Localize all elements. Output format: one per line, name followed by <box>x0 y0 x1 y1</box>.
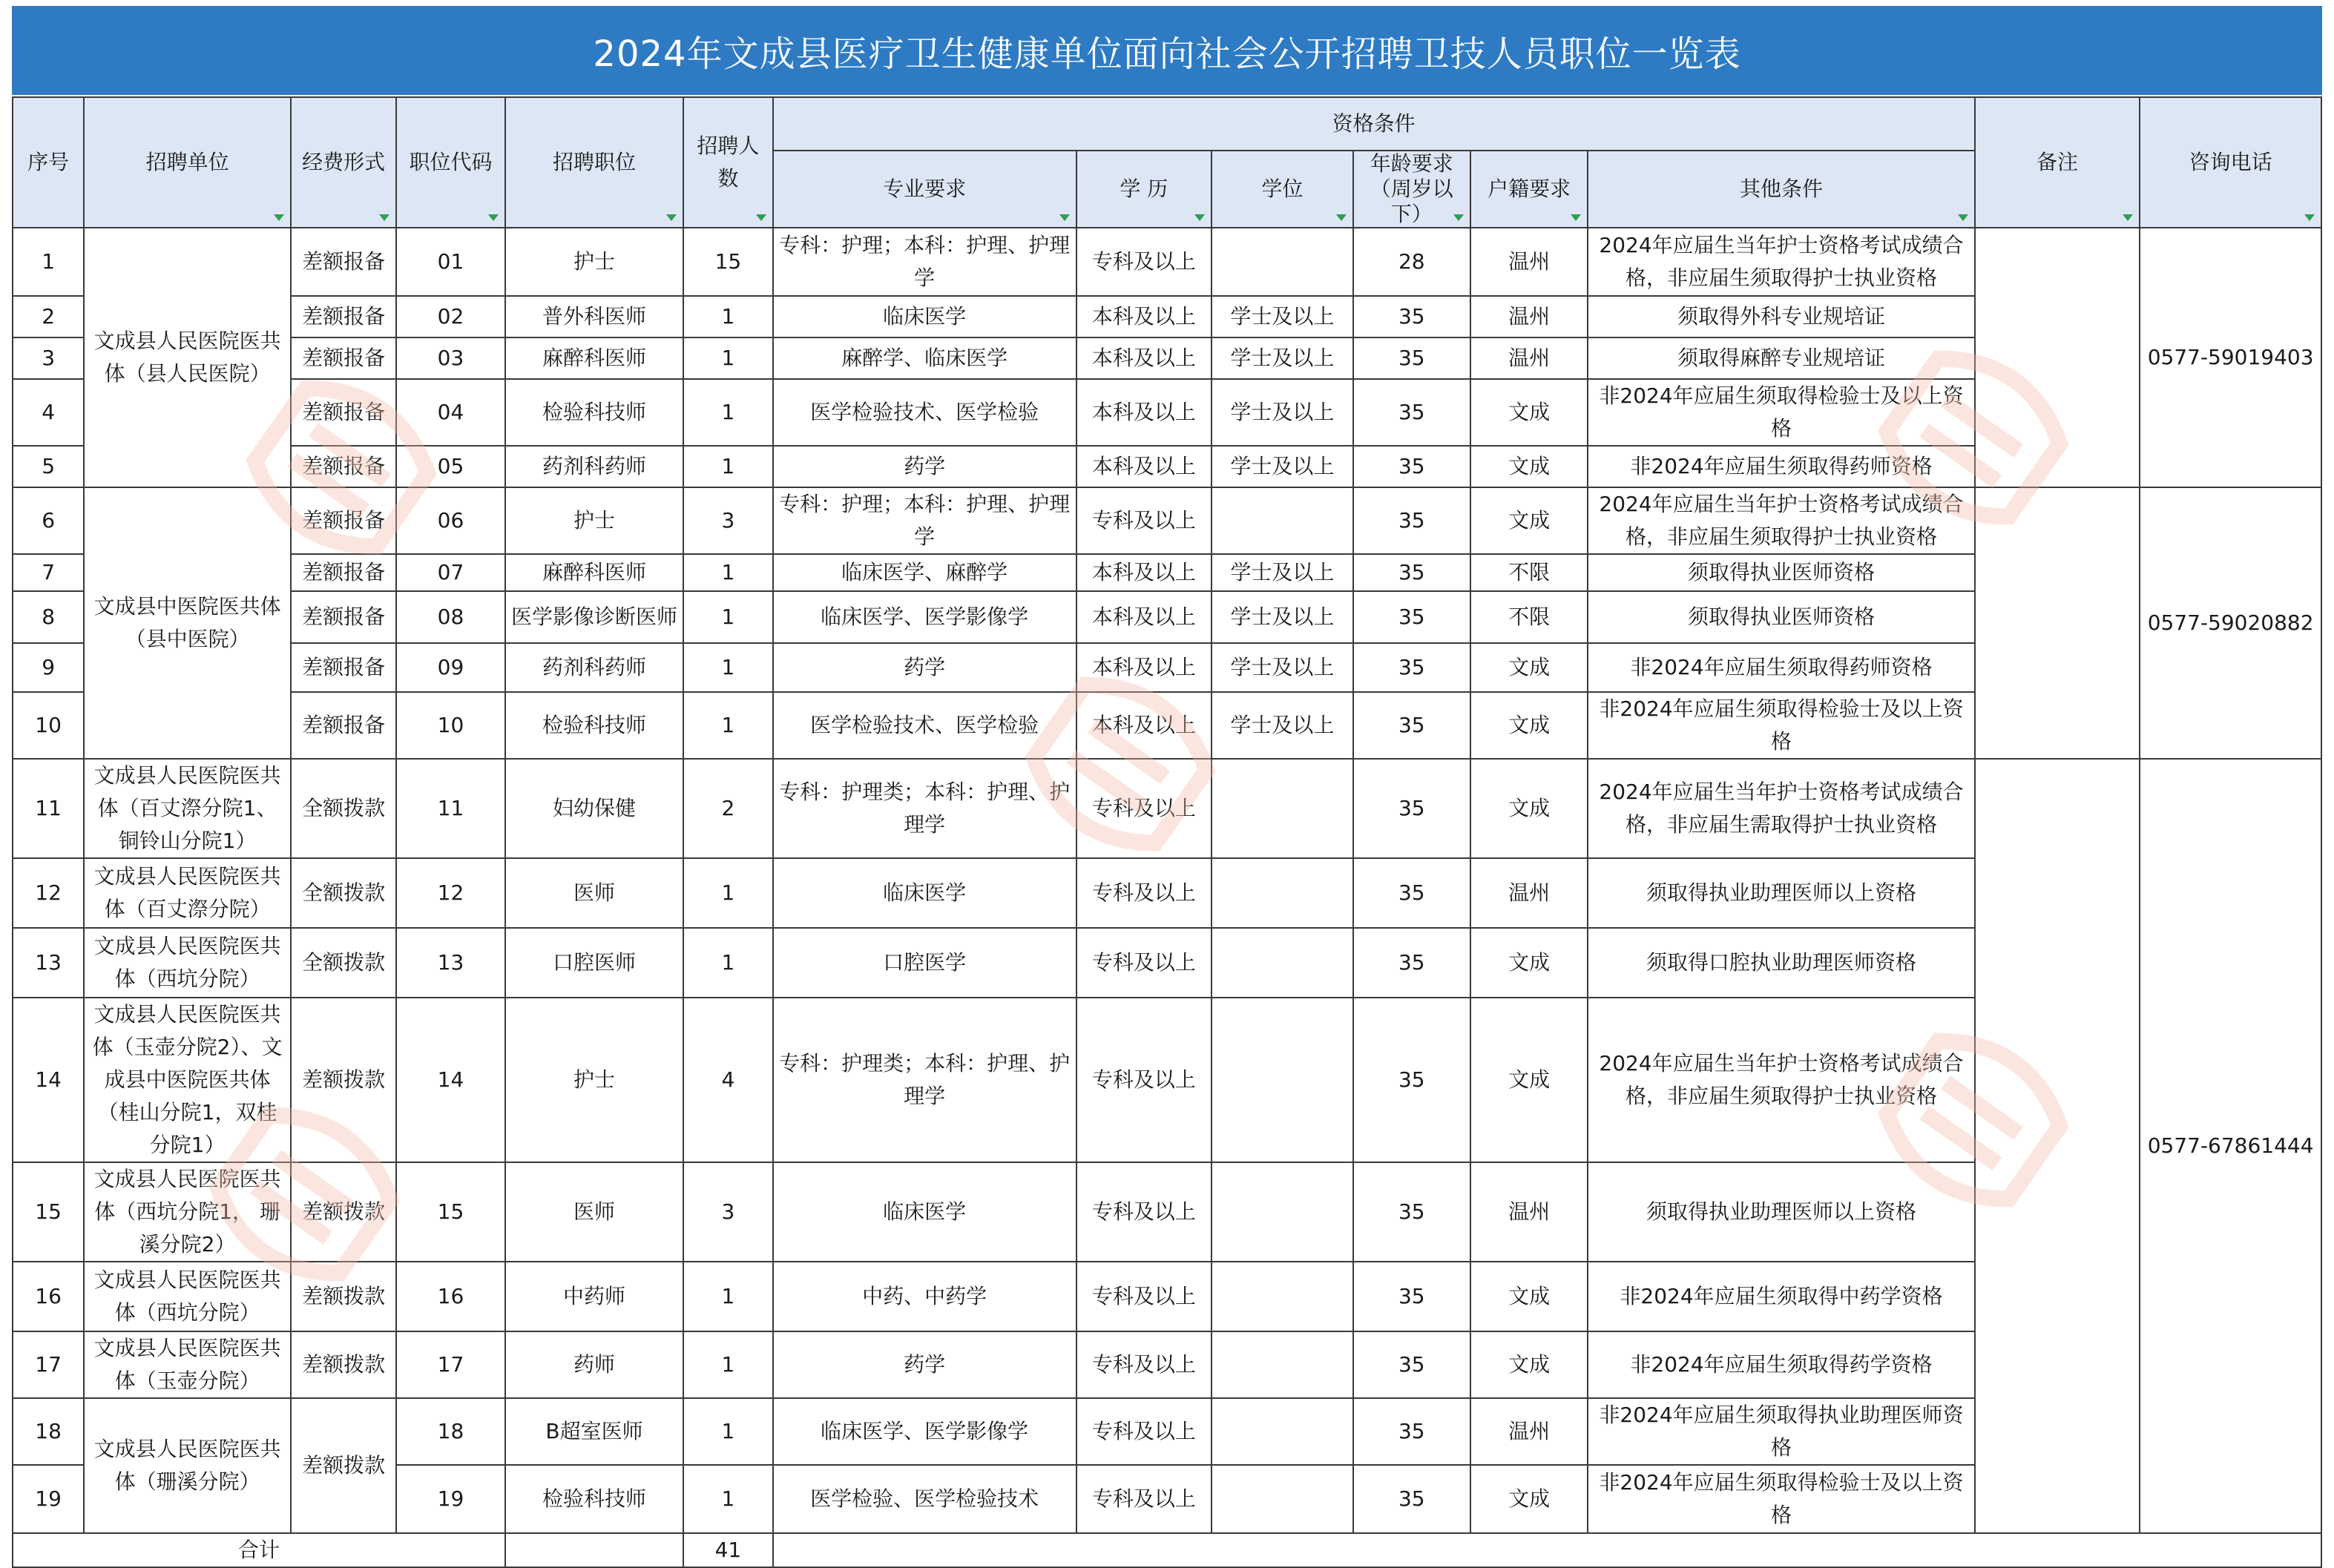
cell-phone: 0577-67861444 <box>2140 759 2321 1533</box>
cell-seq: 2 <box>13 296 84 337</box>
cell-other: 非2024年应届生须取得药师资格 <box>1588 446 1974 487</box>
cell-position: 药剂科药师 <box>505 446 684 487</box>
cell-code: 13 <box>396 928 504 998</box>
cell-count: 3 <box>683 487 772 554</box>
cell-count: 4 <box>683 998 772 1162</box>
cell-count: 1 <box>683 1465 772 1533</box>
cell-degree <box>1212 1162 1352 1262</box>
cell-seq: 17 <box>13 1331 84 1398</box>
cell-code: 02 <box>396 296 504 337</box>
cell-other: 非2024年应届生须取得检验士及以上资格 <box>1588 1465 1974 1533</box>
header-remark[interactable]: 备注 <box>1975 97 2140 228</box>
page-title: 2024年文成县医疗卫生健康单位面向社会公开招聘卫技人员职位一览表 <box>12 6 2322 95</box>
cell-unit: 文成县人民医院医共体（西坑分院） <box>84 928 291 998</box>
cell-major: 临床医学、医学影像学 <box>773 591 1076 643</box>
cell-education: 专科及以上 <box>1076 1331 1212 1398</box>
cell-other: 须取得执业医师资格 <box>1588 554 1974 591</box>
table-row <box>13 487 2321 554</box>
cell-position: 普外科医师 <box>505 296 684 337</box>
cell-seq: 12 <box>13 858 84 928</box>
cell-residence: 文成 <box>1470 643 1588 692</box>
filter-dropdown-icon[interactable] <box>1193 212 1206 224</box>
cell-unit: 文成县人民医院医共体（西坑分院） <box>84 1262 291 1331</box>
cell-residence: 文成 <box>1470 379 1588 446</box>
cell-degree <box>1212 858 1352 928</box>
cell-major: 中药、中药学 <box>773 1262 1076 1331</box>
cell-seq: 3 <box>13 337 84 379</box>
cell-unit: 文成县人民医院医共体（百丈漈分院1、铜铃山分院1） <box>84 759 291 858</box>
cell-seq: 6 <box>13 487 84 554</box>
cell-education: 专科及以上 <box>1076 487 1212 554</box>
cell-seq: 11 <box>13 759 84 858</box>
cell-code: 08 <box>396 591 504 643</box>
cell-major: 医学检验、医学检验技术 <box>773 1465 1076 1533</box>
cell-major: 临床医学、麻醉学 <box>773 554 1076 591</box>
filter-dropdown-icon[interactable] <box>2303 212 2316 224</box>
positions-table <box>12 96 2322 1568</box>
cell-residence: 文成 <box>1470 692 1588 759</box>
cell-count: 1 <box>683 554 772 591</box>
cell-seq: 16 <box>13 1262 84 1331</box>
cell-seq: 9 <box>13 643 84 692</box>
cell-funding: 差额拨款 <box>291 998 396 1162</box>
cell-position: 护士 <box>505 998 684 1162</box>
cell-education: 专科及以上 <box>1076 998 1212 1162</box>
cell-major: 临床医学 <box>773 858 1076 928</box>
header-phone[interactable]: 咨询电话 <box>2140 97 2321 228</box>
header-residence[interactable]: 户籍要求 <box>1470 151 1588 228</box>
cell-major: 专科：护理；本科：护理、护理学 <box>773 487 1076 554</box>
cell-other: 须取得执业医师资格 <box>1588 591 1974 643</box>
cell-residence: 温州 <box>1470 858 1588 928</box>
cell-position: 麻醉科医师 <box>505 337 684 379</box>
cell-age: 35 <box>1353 643 1470 692</box>
header-degree[interactable]: 学位 <box>1212 151 1352 228</box>
cell-unit: 文成县中医院医共体（县中医院） <box>84 487 291 759</box>
cell-code: 17 <box>396 1331 504 1398</box>
cell-code: 11 <box>396 759 504 858</box>
header-count[interactable]: 招聘人数 <box>683 97 772 228</box>
header-other[interactable]: 其他条件 <box>1588 151 1974 228</box>
cell-major: 药学 <box>773 446 1076 487</box>
cell-age: 35 <box>1353 998 1470 1162</box>
cell-funding: 差额报备 <box>291 643 396 692</box>
filter-dropdown-icon[interactable] <box>1335 212 1348 224</box>
cell-funding: 差额拨款 <box>291 1162 396 1262</box>
cell-education: 本科及以上 <box>1076 446 1212 487</box>
cell-degree: 学士及以上 <box>1212 337 1352 379</box>
cell-age: 35 <box>1353 337 1470 379</box>
cell-seq: 5 <box>13 446 84 487</box>
cell-major: 专科：护理类；本科：护理、护理学 <box>773 998 1076 1162</box>
cell-major: 药学 <box>773 643 1076 692</box>
cell-other: 非2024年应届生须取得检验士及以上资格 <box>1588 692 1974 759</box>
header-code[interactable]: 职位代码 <box>396 97 504 228</box>
cell-degree: 学士及以上 <box>1212 692 1352 759</box>
cell-residence: 文成 <box>1470 487 1588 554</box>
cell-age: 35 <box>1353 928 1470 998</box>
cell-residence: 文成 <box>1470 446 1588 487</box>
cell-education: 本科及以上 <box>1076 643 1212 692</box>
cell-other: 2024年应届生当年护士资格考试成绩合格，非应届生须取得护士执业资格 <box>1588 998 1974 1162</box>
cell-funding: 差额拨款 <box>291 1398 396 1533</box>
cell-seq: 19 <box>13 1465 84 1533</box>
cell-remark <box>1975 487 2140 759</box>
cell-count: 1 <box>683 1398 772 1465</box>
cell-degree: 学士及以上 <box>1212 446 1352 487</box>
cell-seq: 4 <box>13 379 84 446</box>
cell-age: 35 <box>1353 759 1470 858</box>
cell-education: 专科及以上 <box>1076 759 1212 858</box>
cell-major: 临床医学 <box>773 1162 1076 1262</box>
cell-position: 检验科技师 <box>505 1465 684 1533</box>
cell-age: 35 <box>1353 296 1470 337</box>
cell-degree <box>1212 1398 1352 1465</box>
filter-dropdown-icon[interactable] <box>1058 212 1071 224</box>
cell-residence: 温州 <box>1470 1162 1588 1262</box>
cell-age: 35 <box>1353 1331 1470 1398</box>
cell-count: 1 <box>683 337 772 379</box>
cell-other: 须取得外科专业规培证 <box>1588 296 1974 337</box>
cell-code: 04 <box>396 379 504 446</box>
cell-position: 医学影像诊断医师 <box>505 591 684 643</box>
cell-funding: 全额拨款 <box>291 928 396 998</box>
cell-other: 非2024年应届生须取得检验士及以上资格 <box>1588 379 1974 446</box>
cell-position: 口腔医师 <box>505 928 684 998</box>
total-filler-cell <box>773 1533 2321 1567</box>
cell-unit: 文成县人民医院医共体（玉壶分院2）、文成县中医院医共体（桂山分院1，双桂分院1） <box>84 998 291 1162</box>
cell-degree <box>1212 1465 1352 1533</box>
cell-residence: 文成 <box>1470 1465 1588 1533</box>
filter-dropdown-icon[interactable] <box>1569 212 1582 224</box>
cell-count: 1 <box>683 379 772 446</box>
cell-other: 非2024年应届生须取得药师资格 <box>1588 643 1974 692</box>
cell-code: 05 <box>396 446 504 487</box>
cell-degree <box>1212 928 1352 998</box>
cell-education: 本科及以上 <box>1076 692 1212 759</box>
filter-dropdown-icon[interactable] <box>755 212 768 224</box>
cell-major: 口腔医学 <box>773 928 1076 998</box>
cell-seq: 8 <box>13 591 84 643</box>
filter-dropdown-icon[interactable] <box>2121 212 2134 224</box>
cell-position: 检验科技师 <box>505 692 684 759</box>
header-seq[interactable]: 序号 <box>13 97 84 228</box>
cell-residence: 文成 <box>1470 1331 1588 1398</box>
cell-age: 35 <box>1353 858 1470 928</box>
cell-funding: 差额报备 <box>291 487 396 554</box>
cell-degree: 学士及以上 <box>1212 591 1352 643</box>
header-unit[interactable]: 招聘单位 <box>84 97 291 228</box>
cell-count: 1 <box>683 1331 772 1398</box>
cell-funding: 差额报备 <box>291 379 396 446</box>
cell-code: 12 <box>396 858 504 928</box>
cell-education: 本科及以上 <box>1076 591 1212 643</box>
cell-major: 临床医学、医学影像学 <box>773 1398 1076 1465</box>
cell-age: 35 <box>1353 554 1470 591</box>
cell-degree: 学士及以上 <box>1212 379 1352 446</box>
cell-funding: 差额报备 <box>291 337 396 379</box>
cell-unit: 文成县人民医院医共体（百丈漈分院） <box>84 858 291 928</box>
total-label: 合计 <box>13 1533 505 1567</box>
cell-funding: 差额拨款 <box>291 1262 396 1331</box>
cell-age: 35 <box>1353 379 1470 446</box>
filter-dropdown-icon[interactable] <box>272 212 286 224</box>
cell-funding: 差额报备 <box>291 591 396 643</box>
cell-other: 须取得麻醉专业规培证 <box>1588 337 1974 379</box>
cell-residence: 不限 <box>1470 554 1588 591</box>
total-row <box>13 1533 2321 1567</box>
cell-code: 15 <box>396 1162 504 1262</box>
cell-other: 须取得口腔执业助理医师资格 <box>1588 928 1974 998</box>
cell-residence: 文成 <box>1470 759 1588 858</box>
cell-residence: 温州 <box>1470 1398 1588 1465</box>
cell-code: 18 <box>396 1398 504 1465</box>
cell-residence: 温州 <box>1470 296 1588 337</box>
header-education[interactable]: 学 历 <box>1076 151 1212 228</box>
cell-other: 非2024年应届生须取得药学资格 <box>1588 1331 1974 1398</box>
cell-other: 2024年应届生当年护士资格考试成绩合格，非应届生需取得护士执业资格 <box>1588 759 1974 858</box>
cell-unit: 文成县人民医院医共体（西坑分院1， 珊溪分院2） <box>84 1162 291 1262</box>
cell-seq: 14 <box>13 998 84 1162</box>
cell-major: 专科：护理类；本科：护理、护理学 <box>773 759 1076 858</box>
cell-funding: 差额拨款 <box>291 1331 396 1398</box>
cell-position: 医师 <box>505 1162 684 1262</box>
cell-education: 专科及以上 <box>1076 1398 1212 1465</box>
cell-funding: 差额报备 <box>291 228 396 296</box>
cell-degree: 学士及以上 <box>1212 554 1352 591</box>
cell-count: 3 <box>683 1162 772 1262</box>
filter-dropdown-icon[interactable] <box>1956 212 1970 224</box>
cell-code: 10 <box>396 692 504 759</box>
cell-funding: 全额拨款 <box>291 858 396 928</box>
cell-seq: 1 <box>13 228 84 296</box>
cell-education: 本科及以上 <box>1076 554 1212 591</box>
cell-age: 35 <box>1353 1162 1470 1262</box>
cell-count: 15 <box>683 228 772 296</box>
cell-code: 07 <box>396 554 504 591</box>
cell-major: 麻醉学、临床医学 <box>773 337 1076 379</box>
cell-degree: 学士及以上 <box>1212 643 1352 692</box>
header-major[interactable]: 专业要求 <box>773 151 1076 228</box>
cell-count: 1 <box>683 928 772 998</box>
cell-residence: 不限 <box>1470 591 1588 643</box>
total-count: 41 <box>683 1533 772 1567</box>
cell-seq: 10 <box>13 692 84 759</box>
filter-dropdown-icon[interactable] <box>378 212 391 224</box>
cell-education: 专科及以上 <box>1076 1262 1212 1331</box>
cell-other: 非2024年应届生须取得中药学资格 <box>1588 1262 1974 1331</box>
cell-seq: 7 <box>13 554 84 591</box>
filter-dropdown-icon[interactable] <box>487 212 500 224</box>
cell-major: 医学检验技术、医学检验 <box>773 692 1076 759</box>
cell-degree <box>1212 228 1352 296</box>
header-position[interactable]: 招聘职位 <box>505 97 684 228</box>
cell-age: 35 <box>1353 1398 1470 1465</box>
cell-funding: 差额报备 <box>291 296 396 337</box>
cell-age: 35 <box>1353 1262 1470 1331</box>
cell-code: 03 <box>396 337 504 379</box>
cell-degree <box>1212 998 1352 1162</box>
cell-position: 医师 <box>505 858 684 928</box>
cell-phone: 0577-59020882 <box>2140 487 2321 759</box>
cell-code: 09 <box>396 643 504 692</box>
cell-age: 35 <box>1353 1465 1470 1533</box>
cell-residence: 文成 <box>1470 998 1588 1162</box>
cell-seq: 18 <box>13 1398 84 1465</box>
cell-major: 临床医学 <box>773 296 1076 337</box>
cell-residence: 温州 <box>1470 337 1588 379</box>
cell-remark <box>1975 759 2140 1533</box>
cell-code: 06 <box>396 487 504 554</box>
cell-remark <box>1975 228 2140 487</box>
cell-count: 1 <box>683 446 772 487</box>
cell-other: 2024年应届生当年护士资格考试成绩合格，非应届生须取得护士执业资格 <box>1588 487 1974 554</box>
cell-age: 35 <box>1353 446 1470 487</box>
header-qualification: 资格条件 <box>773 97 1975 151</box>
cell-degree <box>1212 487 1352 554</box>
cell-education: 本科及以上 <box>1076 296 1212 337</box>
cell-other: 2024年应届生当年护士资格考试成绩合格，非应届生须取得护士执业资格 <box>1588 228 1974 296</box>
cell-residence: 温州 <box>1470 228 1588 296</box>
cell-funding: 全额拨款 <box>291 759 396 858</box>
cell-position: B超室医师 <box>505 1398 684 1465</box>
cell-seq: 15 <box>13 1162 84 1262</box>
cell-position: 护士 <box>505 487 684 554</box>
cell-degree <box>1212 759 1352 858</box>
cell-funding: 差额报备 <box>291 554 396 591</box>
cell-code: 16 <box>396 1262 504 1331</box>
cell-education: 专科及以上 <box>1076 1465 1212 1533</box>
cell-code: 19 <box>396 1465 504 1533</box>
cell-age: 28 <box>1353 228 1470 296</box>
cell-count: 2 <box>683 759 772 858</box>
cell-major: 医学检验技术、医学检验 <box>773 379 1076 446</box>
cell-position: 药剂科药师 <box>505 643 684 692</box>
table-row <box>13 759 2321 858</box>
cell-position: 中药师 <box>505 1262 684 1331</box>
cell-other: 非2024年应届生须取得执业助理医师资格 <box>1588 1398 1974 1465</box>
cell-count: 1 <box>683 591 772 643</box>
cell-code: 01 <box>396 228 504 296</box>
cell-position: 妇幼保健 <box>505 759 684 858</box>
filter-dropdown-icon[interactable] <box>1452 212 1465 224</box>
cell-degree <box>1212 1331 1352 1398</box>
cell-count: 1 <box>683 858 772 928</box>
cell-education: 专科及以上 <box>1076 858 1212 928</box>
cell-unit: 文成县人民医院医共体（玉壶分院） <box>84 1331 291 1398</box>
cell-position: 检验科技师 <box>505 379 684 446</box>
cell-code: 14 <box>396 998 504 1162</box>
cell-position: 麻醉科医师 <box>505 554 684 591</box>
cell-funding: 差额报备 <box>291 446 396 487</box>
cell-degree: 学士及以上 <box>1212 296 1352 337</box>
cell-education: 专科及以上 <box>1076 928 1212 998</box>
cell-count: 1 <box>683 296 772 337</box>
cell-unit: 文成县人民医院医共体（珊溪分院） <box>84 1398 291 1533</box>
cell-education: 专科及以上 <box>1076 228 1212 296</box>
cell-major: 药学 <box>773 1331 1076 1398</box>
cell-residence: 文成 <box>1470 1262 1588 1331</box>
header-funding[interactable]: 经费形式 <box>291 97 396 228</box>
cell-age: 35 <box>1353 591 1470 643</box>
table-row <box>13 228 2321 296</box>
cell-residence: 文成 <box>1470 928 1588 998</box>
cell-education: 本科及以上 <box>1076 379 1212 446</box>
cell-count: 1 <box>683 643 772 692</box>
cell-seq: 13 <box>13 928 84 998</box>
cell-funding: 差额报备 <box>291 692 396 759</box>
cell-position: 药师 <box>505 1331 684 1398</box>
cell-age: 35 <box>1353 487 1470 554</box>
cell-major: 专科：护理；本科：护理、护理学 <box>773 228 1076 296</box>
header-age[interactable]: 年龄要求（周岁以下） <box>1353 151 1470 228</box>
total-empty-cell <box>505 1533 684 1567</box>
cell-other: 须取得执业助理医师以上资格 <box>1588 858 1974 928</box>
cell-age: 35 <box>1353 692 1470 759</box>
cell-phone: 0577-59019403 <box>2140 228 2321 487</box>
cell-count: 1 <box>683 1262 772 1331</box>
cell-education: 本科及以上 <box>1076 337 1212 379</box>
cell-count: 1 <box>683 692 772 759</box>
cell-other: 须取得执业助理医师以上资格 <box>1588 1162 1974 1262</box>
filter-dropdown-icon[interactable] <box>665 212 678 224</box>
cell-position: 护士 <box>505 228 684 296</box>
cell-unit: 文成县人民医院医共体（县人民医院） <box>84 228 291 487</box>
cell-degree <box>1212 1262 1352 1331</box>
cell-education: 专科及以上 <box>1076 1162 1212 1262</box>
